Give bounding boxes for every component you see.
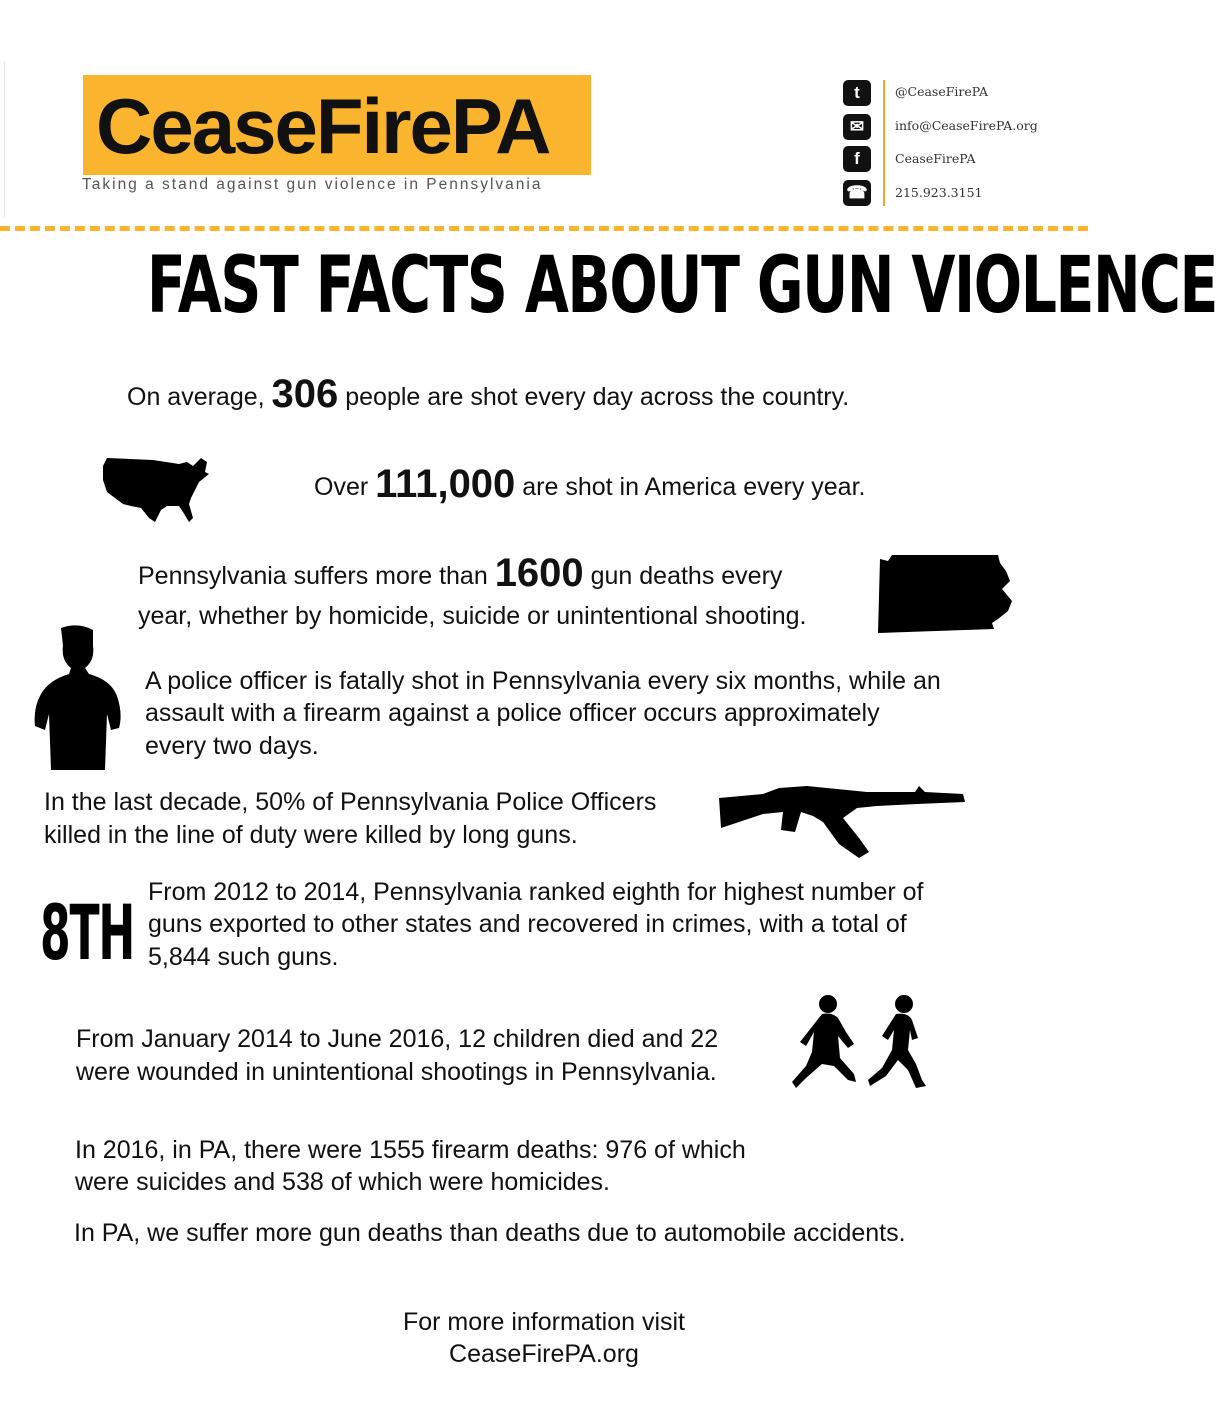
contact-divider xyxy=(883,80,885,206)
fact-exported-guns-line1: From 2012 to 2014, Pennsylvania ranked eighth for highest number of xyxy=(148,878,924,906)
rank-badge: 8TH xyxy=(40,888,135,977)
left-edge-rule xyxy=(4,62,5,217)
tagline: Taking a stand against gun violence in Pennsylvania xyxy=(82,176,543,193)
fact-text: Pennsylvania suffers more than xyxy=(138,562,495,590)
fact-children-line2: were wounded in unintentional shootings in Pennsylvania. xyxy=(76,1058,717,1086)
fact-annual-shootings xyxy=(314,462,866,506)
facebook-icon[interactable]: f xyxy=(843,146,871,172)
logo: CeaseFirePA xyxy=(96,82,550,170)
fact-firearm-deaths-line1: In 2016, in PA, there were 1555 firearm deaths: 976 of which xyxy=(75,1136,746,1164)
fact-children-line1: From January 2014 to June 2016, 12 children died and 22 xyxy=(76,1025,719,1053)
fact-number: 306 xyxy=(271,372,339,416)
page-title: FAST FACTS ABOUT GUN VIOLENCE xyxy=(146,241,1217,331)
pennsylvania-map-icon xyxy=(874,553,1014,635)
fact-text: people are shot every day across the country. xyxy=(338,383,850,411)
fact-text: gun deaths every xyxy=(583,562,783,590)
twitter-icon[interactable]: t xyxy=(843,80,871,106)
facebook-page[interactable]: CeaseFirePA xyxy=(895,151,976,166)
dashed-divider xyxy=(0,226,1088,231)
fact-long-guns-line1: In the last decade, 50% of Pennsylvania Police Officers xyxy=(44,788,657,816)
fact-exported-guns-line3: 5,844 such guns. xyxy=(148,943,339,971)
children-running-icon xyxy=(792,994,928,1090)
fact-police-line3: every two days. xyxy=(145,732,319,760)
footer-text: For more information visit xyxy=(402,1308,686,1336)
fact-automobile-comparison: In PA, we suffer more gun deaths than deaths due to automobile accidents. xyxy=(74,1219,906,1247)
fact-pa-gun-deaths-line2: year, whether by homicide, suicide or unintentional shooting. xyxy=(138,602,807,630)
email-icon[interactable]: ✉ xyxy=(843,114,871,140)
fact-text: On average, xyxy=(127,383,272,411)
phone-number[interactable]: 215.923.3151 xyxy=(895,185,983,200)
fact-number: 1600 xyxy=(494,551,584,595)
usa-map-icon xyxy=(101,452,211,528)
police-officer-icon xyxy=(31,624,125,770)
fact-number: 111,000 xyxy=(375,462,516,506)
footer-link[interactable]: CeaseFirePA.org xyxy=(449,1340,639,1368)
fact-pa-gun-deaths-line1 xyxy=(138,551,783,595)
footer xyxy=(0,1306,1088,1370)
phone-icon[interactable]: ☎ xyxy=(843,180,871,206)
fact-text: are shot in America every year. xyxy=(515,473,866,501)
twitter-handle[interactable]: @CeaseFirePA xyxy=(895,84,989,99)
fact-police-line1: A police officer is fatally shot in Pennsylvania every six months, while an xyxy=(145,667,941,695)
fact-firearm-deaths-line2: were suicides and 538 of which were homicides. xyxy=(75,1168,610,1196)
fact-text: Over xyxy=(314,473,376,501)
fact-daily-shootings xyxy=(127,372,850,416)
email-address[interactable]: info@CeaseFirePA.org xyxy=(895,118,1038,133)
rifle-icon xyxy=(717,782,967,860)
fact-police-line2: assault with a firearm against a police officer occurs approximately xyxy=(145,699,880,727)
fact-long-guns-line2: killed in the line of duty were killed by long guns. xyxy=(44,821,578,849)
fact-exported-guns-line2: guns exported to other states and recovered in crimes, with a total of xyxy=(148,910,907,938)
